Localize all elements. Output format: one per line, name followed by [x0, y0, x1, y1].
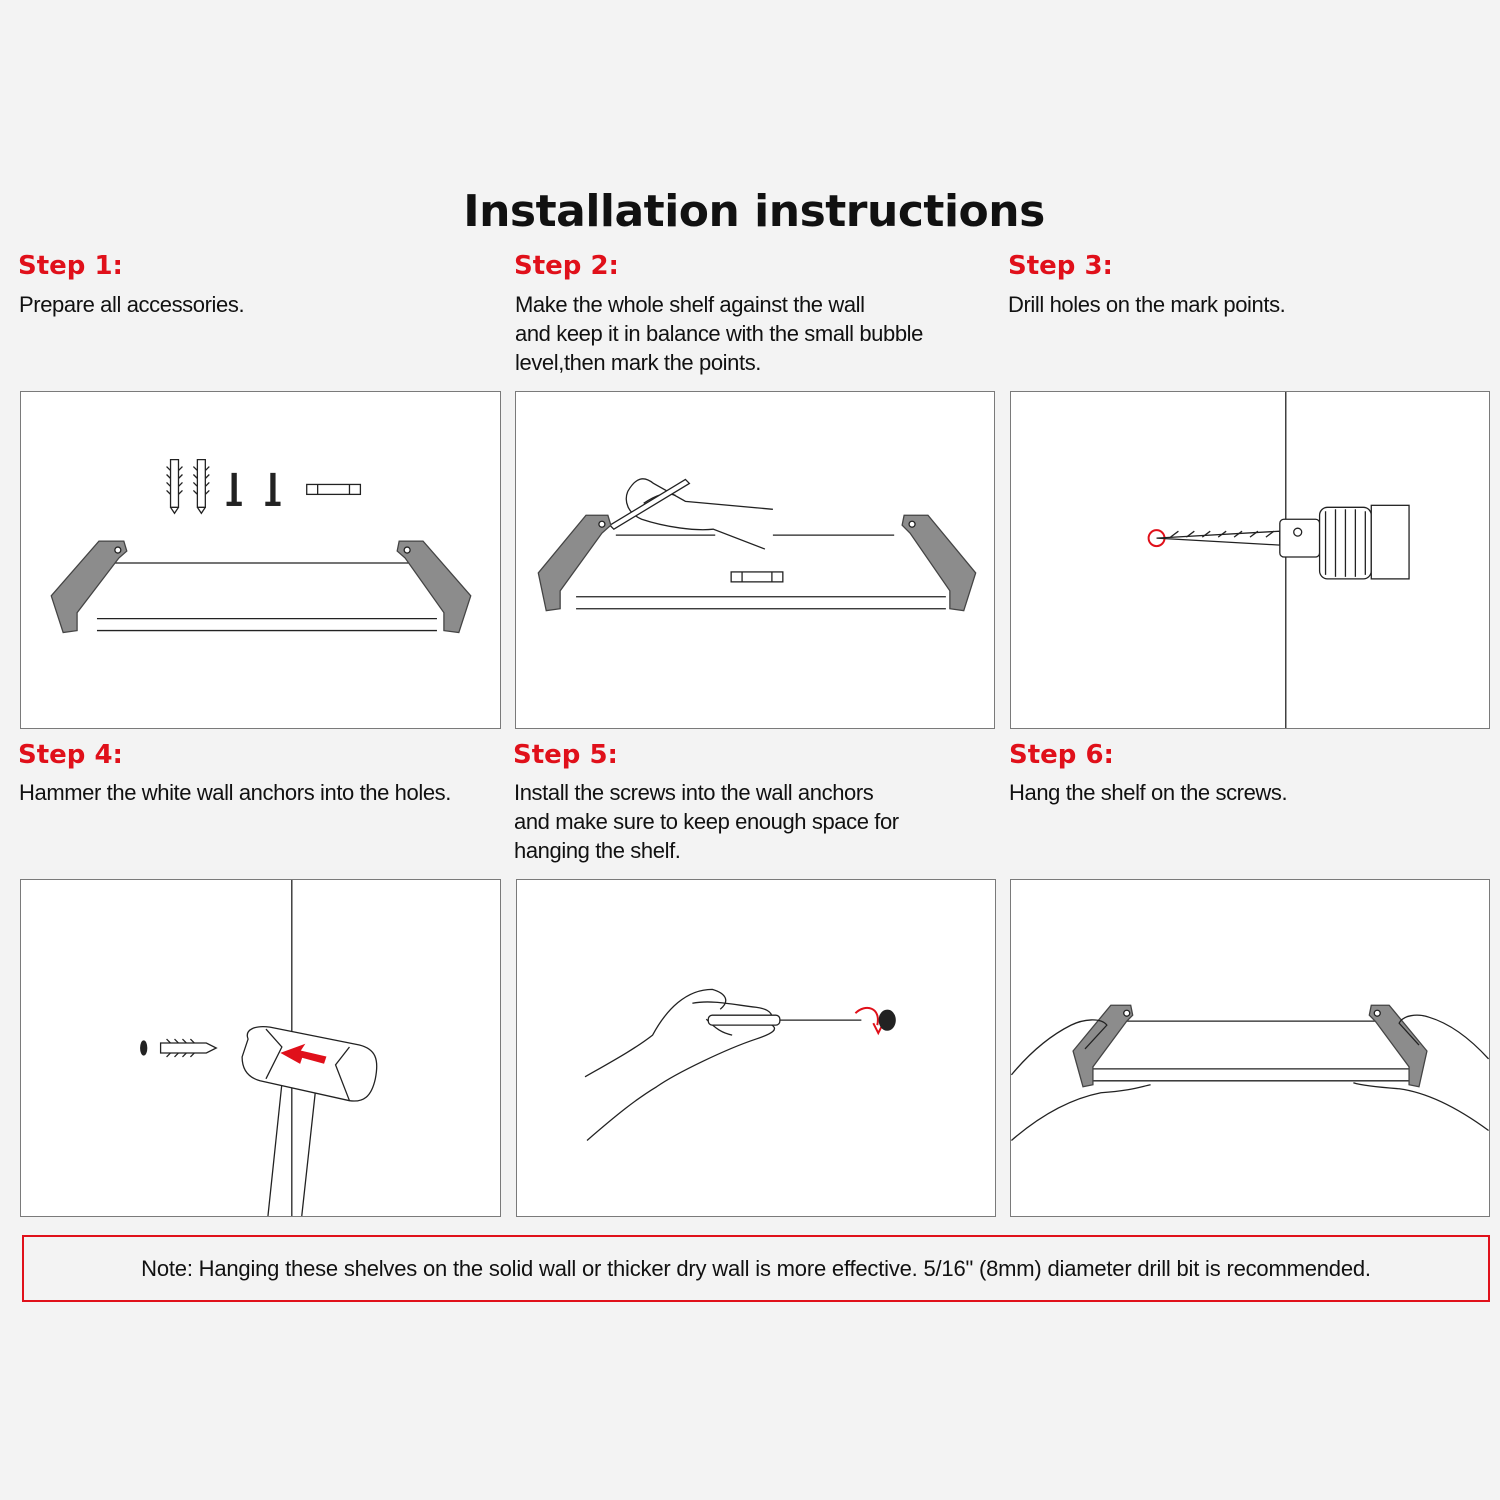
- hand-with-pencil-icon: [610, 479, 773, 549]
- step-2-illustration: [515, 391, 995, 729]
- bubble-level-icon: [731, 572, 783, 582]
- hammer-icon: [242, 1027, 377, 1216]
- wall-anchor-icon: [167, 460, 210, 514]
- step-1-description: Prepare all accessories.: [19, 292, 245, 317]
- drill-icon: [1157, 505, 1409, 579]
- bubble-level-icon: [307, 484, 361, 494]
- step-6-title: Step 6:: [1009, 740, 1114, 770]
- step-3-illustration: [1010, 391, 1490, 729]
- step-5-description: Install the screws into the wall anchors and make sure to keep enough space for hanging the shelf.: [514, 780, 899, 863]
- step-6-description: Hang the shelf on the screws.: [1009, 780, 1288, 805]
- screw-icon: [227, 474, 280, 506]
- shelf-icon: [1073, 1005, 1427, 1087]
- shelf-icon: [51, 541, 471, 632]
- step-5-illustration: [516, 879, 996, 1217]
- hole-icon: [141, 1041, 147, 1055]
- step-1-illustration: [20, 391, 501, 729]
- step-4-title: Step 4:: [18, 740, 123, 770]
- shelf-icon: [538, 515, 975, 610]
- step-1-title: Step 1:: [18, 251, 123, 281]
- step-4-illustration: [20, 879, 501, 1217]
- step-5-title: Step 5:: [513, 740, 618, 770]
- step-2-title: Step 2:: [514, 251, 619, 281]
- step-2-description: Make the whole shelf against the wall and keep it in balance with the small bubble level,then mark the points.: [515, 292, 924, 375]
- wall-anchor-hole-icon: [879, 1010, 895, 1030]
- step-6-illustration: [1010, 879, 1490, 1217]
- page-title: Installation instructions: [463, 186, 1045, 237]
- hand-with-screwdriver-icon: [585, 989, 861, 1140]
- step-4-description: Hammer the white wall anchors into the holes.: [19, 780, 451, 805]
- step-3-title: Step 3:: [1008, 251, 1113, 281]
- wall-anchor-icon: [161, 1039, 217, 1057]
- note-box: [22, 1235, 1490, 1302]
- note-text: Note: Hanging these shelves on the solid wall or thicker dry wall is more effective. 5/16" (8mm) diameter drill bit is recommended.: [141, 1255, 1371, 1281]
- step-3-description: Drill holes on the mark points.: [1008, 292, 1286, 317]
